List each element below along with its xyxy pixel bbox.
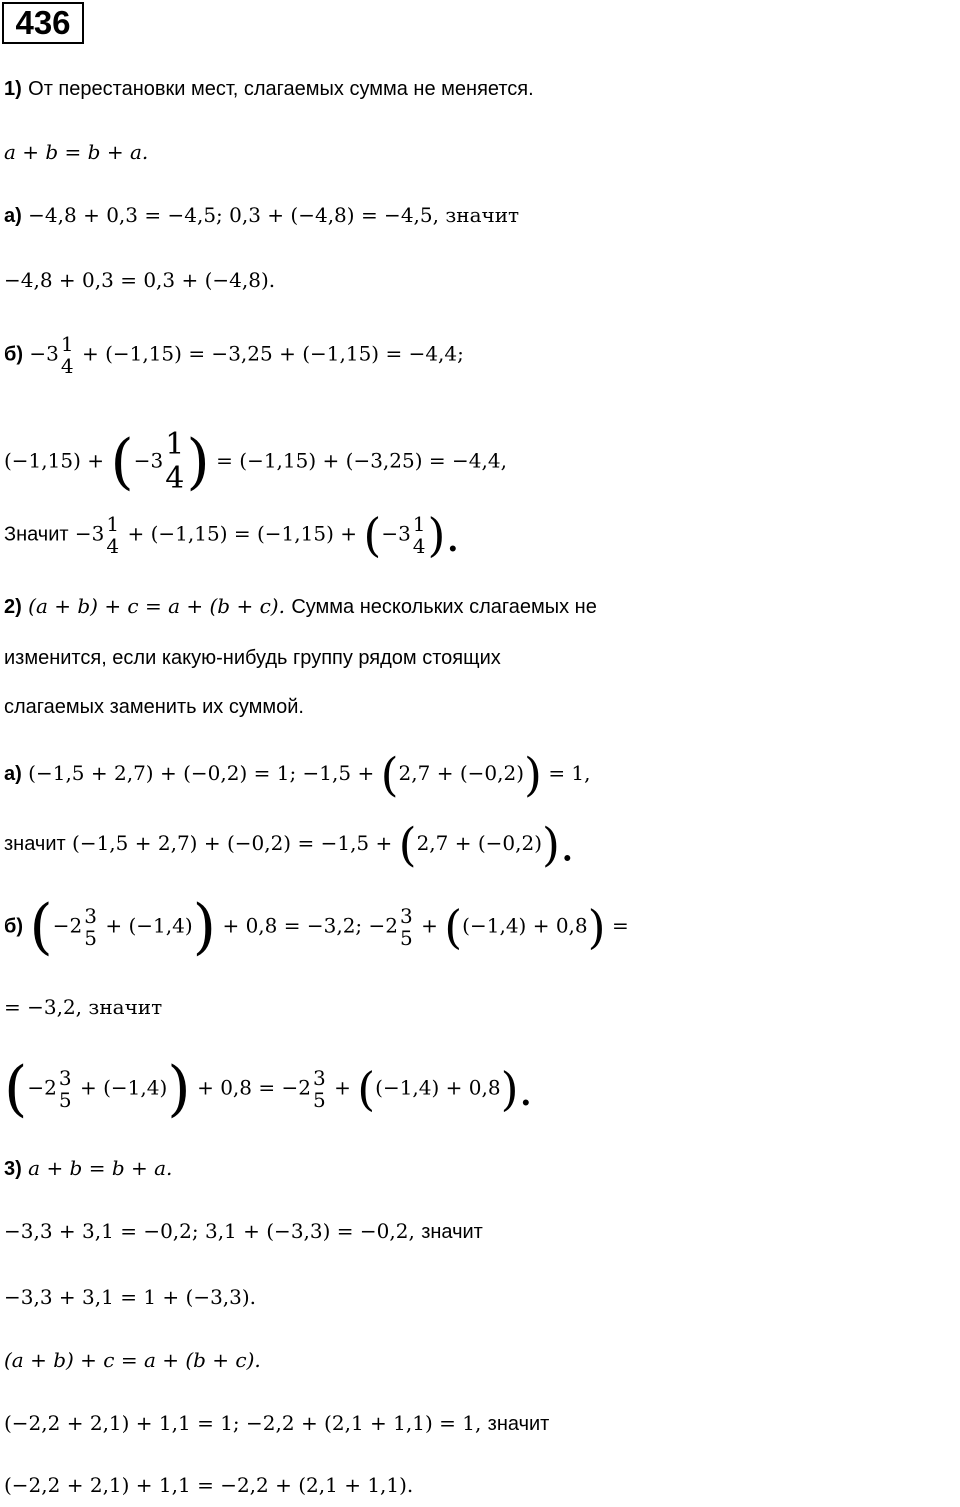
fraction: [61, 333, 74, 377]
formula-part: −2: [52, 913, 83, 938]
numerator: 3: [400, 904, 413, 928]
conclusion-word: Значит: [4, 523, 69, 546]
left-paren: (: [363, 508, 382, 562]
formula-part: (−1,4) + 0,8: [462, 913, 588, 938]
line-17: [4, 1211, 960, 1252]
fraction: [59, 1067, 72, 1111]
formula-part: −3: [29, 341, 59, 366]
denominator: 5: [58, 1088, 72, 1112]
denominator: 5: [84, 926, 98, 950]
conclusion-word: значит: [88, 995, 163, 1019]
line-13: [4, 892, 960, 962]
denominator: 4: [106, 534, 120, 558]
formula-part: +: [334, 1075, 351, 1100]
fraction: [106, 513, 119, 557]
formula: −3,3 + 3,1 = 1 + (−3,3).: [4, 1285, 257, 1309]
line-7: [4, 508, 960, 562]
left-paren: (: [444, 900, 463, 954]
formula: a + b = b + a.: [4, 140, 149, 164]
right-paren-period: ).: [542, 817, 575, 872]
formula-part: (−1,15) +: [4, 448, 105, 473]
denominator: 5: [312, 1088, 326, 1112]
formula: −4,8 + 0,3 = 0,3 + (−4,8).: [4, 268, 276, 292]
numerator: 3: [58, 1066, 72, 1090]
left-paren: (: [380, 747, 399, 802]
statement-text: От перестановки мест, слагаемых сумма не меняется.: [28, 78, 534, 100]
line-10: [4, 686, 960, 727]
denominator: 5: [400, 926, 413, 950]
statement-text: изменится, если какую-нибудь группу рядом стоящих: [4, 647, 501, 669]
fraction: [413, 513, 426, 557]
item-label: 1): [4, 78, 22, 100]
left-paren: (: [4, 1054, 28, 1124]
formula-part: −3: [133, 448, 164, 473]
formula: a + b = b + a.: [28, 1156, 173, 1180]
formula-part: = (−1,15) + (−3,25) = −4,4,: [216, 448, 507, 473]
numerator: 1: [412, 512, 426, 536]
formula: −4,8 + 0,3 = −4,5; 0,3 + (−4,8) = −4,5,: [28, 203, 439, 227]
line-5: [4, 333, 960, 377]
numerator: 1: [165, 427, 185, 462]
conclusion-word: значит: [487, 1413, 550, 1435]
line-11: [4, 747, 960, 802]
formula: −3,3 + 3,1 = −0,2; 3,1 + (−3,3) = −0,2,: [4, 1219, 415, 1243]
formula-part: + 0,8 = −3,2; −2: [222, 913, 398, 938]
conclusion-word: значит: [4, 833, 66, 855]
formula-part: −3: [74, 521, 105, 546]
numerator: 1: [106, 512, 120, 536]
left-paren: (: [398, 817, 417, 872]
denominator: 4: [60, 354, 74, 378]
left-paren: (: [357, 1062, 376, 1116]
right-paren-period: ).: [500, 1062, 534, 1116]
item-label: 3): [4, 1158, 22, 1180]
formula-part: + 0,8 = −2: [197, 1075, 311, 1100]
item-label: а): [4, 205, 22, 227]
numerator: 1: [60, 332, 74, 356]
item-label: 2): [4, 596, 22, 618]
denominator: 4: [165, 461, 185, 496]
statement-text: Сумма нескольких слагаемых не: [291, 596, 597, 618]
line-19: [4, 1340, 960, 1380]
line-21: [4, 1465, 960, 1505]
line-14: [4, 987, 960, 1027]
conclusion-word: значит: [445, 203, 520, 227]
formula-part: + (−1,4): [80, 1075, 168, 1100]
line-6: [4, 428, 960, 496]
fraction: [165, 428, 184, 496]
formula: = −3,2,: [4, 995, 83, 1019]
right-paren: ): [524, 747, 542, 802]
line-20: [4, 1403, 960, 1444]
line-18: [4, 1277, 960, 1317]
line-9: [4, 637, 960, 678]
line-8: [4, 586, 960, 627]
fraction: [313, 1067, 326, 1111]
conclusion-word: значит: [421, 1221, 483, 1243]
problem-number-box: 436: [2, 2, 84, 44]
right-paren: ): [186, 427, 210, 497]
formula-part: 2,7 + (−0,2): [398, 761, 524, 785]
item-label: а): [4, 763, 22, 785]
formula: (−2,2 + 2,1) + 1,1 = 1; −2,2 + (2,1 + 1,1) = 1,: [4, 1411, 482, 1435]
item-label: б): [4, 343, 24, 366]
numerator: 3: [84, 904, 98, 928]
formula-part: + (−1,15) = −3,25 + (−1,15) = −4,4;: [81, 341, 464, 366]
formula-part: (−1,4) + 0,8: [375, 1075, 501, 1100]
formula-part: (−1,5 + 2,7) + (−0,2) = −1,5 +: [72, 831, 393, 855]
left-paren: (: [29, 892, 53, 962]
formula-part: (−1,5 + 2,7) + (−0,2) = 1; −1,5 +: [28, 761, 375, 785]
formula-part: +: [421, 913, 438, 938]
formula-part: 2,7 + (−0,2): [416, 831, 543, 855]
right-paren-period: ).: [427, 508, 461, 562]
formula-part: −3: [381, 521, 411, 546]
line-3: [4, 195, 960, 236]
numerator: 3: [312, 1066, 326, 1090]
formula-part: = 1,: [548, 761, 591, 785]
item-label: б): [4, 915, 24, 938]
right-paren: ): [167, 1054, 191, 1124]
line-1: [4, 68, 960, 109]
formula-part: =: [611, 913, 629, 938]
formula-part: −2: [27, 1075, 57, 1100]
formula: (a + b) + c = a + (b + c).: [4, 1348, 261, 1372]
formula-part: + (−1,4): [105, 913, 193, 938]
statement-text: слагаемых заменить их суммой.: [4, 696, 304, 718]
right-paren: ): [587, 900, 606, 954]
line-2: [4, 132, 960, 172]
formula: (−2,2 + 2,1) + 1,1 = −2,2 + (2,1 + 1,1).: [4, 1473, 414, 1497]
right-paren: ): [192, 892, 217, 962]
line-12: [4, 817, 960, 872]
formula: (a + b) + c = a + (b + c).: [28, 594, 285, 618]
fraction: [84, 905, 97, 949]
line-16: [4, 1148, 960, 1189]
formula-part: + (−1,15) = (−1,15) +: [127, 521, 357, 546]
fraction: [400, 905, 413, 949]
left-paren: (: [110, 427, 134, 497]
line-15: [4, 1054, 960, 1124]
denominator: 4: [412, 534, 426, 558]
line-4: [4, 260, 960, 300]
